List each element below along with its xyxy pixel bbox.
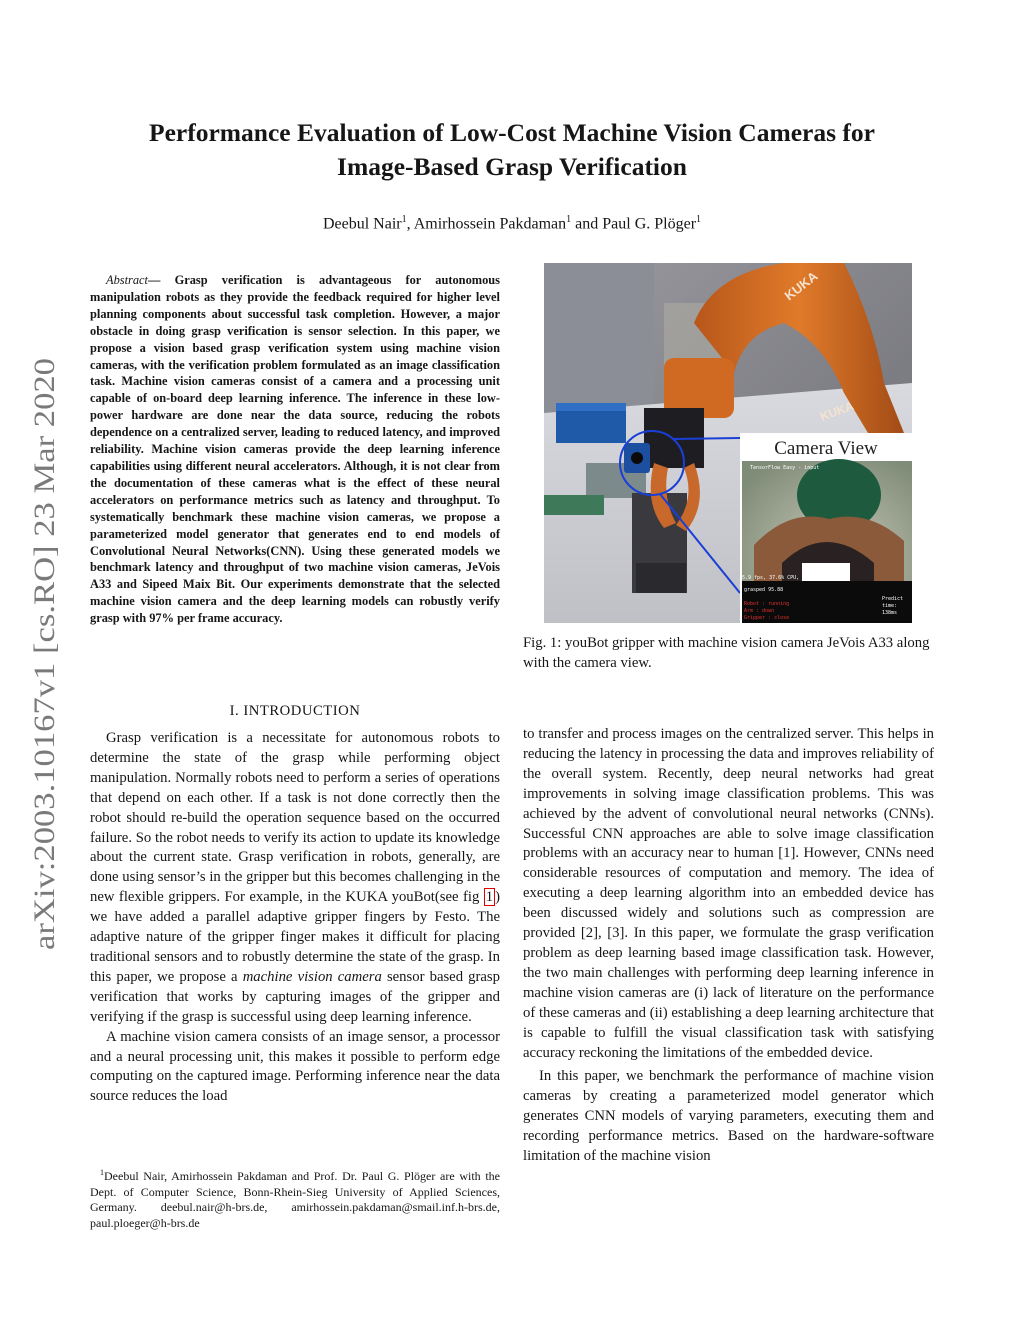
author-footnote xyxy=(90,1165,500,1231)
background-cabinet xyxy=(544,263,654,413)
overlay-status-robot: Robot : running xyxy=(744,601,790,607)
footnote-mark: 1 xyxy=(100,1168,104,1177)
intro-p1-text-c: sensor based grasp verification that works by capturing images of the gripper and verifying if the grasp is successful using deep learning inference. xyxy=(90,968,500,1025)
title-line-1: Performance Evaluation of Low-Cost Machine Vision Cameras for xyxy=(149,118,875,147)
intro-right-column xyxy=(523,725,934,1167)
figure-reference-link[interactable]: 1 xyxy=(485,889,494,906)
arxiv-side-stamp xyxy=(12,350,68,960)
affiliation-mark: 1 xyxy=(401,214,407,225)
intro-left-column xyxy=(90,729,500,1107)
figure-1-photo xyxy=(544,263,912,623)
affiliation-mark: 1 xyxy=(696,214,702,225)
author-separator: , xyxy=(406,215,414,233)
right-paragraph-2: In this paper, we benchmark the performance of machine vision cameras by creating a parameterized model generator which generates CNN models of varying parameters, executing them and recording performance metrics. Based on the hardware-software limitation of the machine vision xyxy=(523,1068,934,1165)
title-line-2: Image-Based Grasp Verification xyxy=(337,152,687,181)
intro-paragraph-2: A machine vision camera consists of an image sensor, a processor and a neural processing unit, this makes it possible to perform edge computing on the captured image. Performing inference near the data source reduces the load xyxy=(90,1028,500,1105)
footnote-text: Deebul Nair, Amirhossein Pakdaman and Prof. Dr. Paul G. Plöger are with the Dept. of Computer Science, Bonn-Rhein-Sieg University of Applied Sciences, Germany. deebul.nair@h-brs.de, amirhossein.pakdaman@smail.inf.h-brs.de, paul.ploeger@h-brs.de xyxy=(90,1169,500,1230)
section-heading-introduction: I. INTRODUCTION xyxy=(229,703,361,719)
overlay-predict: Predict xyxy=(882,596,904,602)
intro-p1-text-a: Grasp verification is a necessitate for autonomous robots to determine the state of the grasp while performing object manipulation. Normally robots need to perform a series of operations that depend on each other. If a task is not done correctly then the robot should re-build the operation sequence based on the occurred failure. So the robot needs to verify its action to update its knowledge about the current state. Grasp verification in robots, generally, are done using sensor’s in the gripper but this becomes challenging in the new flexible grippers. For example, in the KUKA youBot(see fig xyxy=(90,730,500,906)
author-name: Deebul Nair xyxy=(322,215,402,233)
abstract-label: Abstract xyxy=(106,273,148,287)
author-name: Amirhossein Pakdaman xyxy=(413,215,567,233)
overlay-ms: 138ms xyxy=(882,610,898,616)
abstract-dash: — xyxy=(148,273,175,287)
arxiv-identifier: arXiv:2003.10167v1 [cs.RO] 23 Mar 2020 xyxy=(28,436,61,950)
overlay-status-gripper: Gripper : close xyxy=(744,615,790,621)
kuka-label-top: KUKA xyxy=(781,268,821,304)
paper-title xyxy=(90,116,934,184)
author-name: Paul G. Plöger xyxy=(602,215,697,233)
right-paragraph-1: to transfer and process images on the centralized server. This helps in reducing the latency in processing the data and improves reliability of the overall system. Recently, deep neural networks had great improvements in solving image classification problems. This was achieved by the advent of convolutional neural networks (CNNs). Successful CNN approaches are able to solve image classification problems with an accuracy near to human [1]. However, CNNs need considerable resources of computation and memory. The idea of executing a deep learning algorithm into an embedded device has been discussed widely and solutions such as compression are provided [2], [3]. In this paper, we formulate the grasp verification problem as deep learning based image classification task. However, the two main challenges with performing deep learning inference in machine vision cameras are (i) lack of literature on the performance of these cameras and (ii) establishing a deep learning architecture that is capable to fulfill the visual classification task with satisfying accuracy reckoning the limitations of the embedded device. xyxy=(523,726,934,1061)
green-block xyxy=(544,495,604,515)
intro-p1-text-b: ) we have added a parallel adaptive gripper fingers by Festo. The adaptive nature of the gripper finger makes it difficult for placing traditional sensors and to robustly determine the state of the grasp. In this paper, we propose a xyxy=(90,889,500,985)
overlay-status-arm: Arm : down xyxy=(744,608,775,614)
author-list xyxy=(90,210,934,234)
overlay-time: time: xyxy=(882,603,898,609)
kuka-label-bottom: KUKA xyxy=(818,398,856,424)
overlay-fps: 5.9 fps, 37.6% CPU, xyxy=(742,575,800,581)
overlay-grasped: grasped 95.88 xyxy=(744,587,784,593)
author-separator: and xyxy=(571,215,603,233)
intro-p1-emphasis: machine vision camera xyxy=(242,968,382,985)
intro-paragraph-1 xyxy=(90,729,500,1028)
camera-view-label: Camera View xyxy=(774,438,878,459)
camera-view-inset xyxy=(740,433,912,623)
affiliation-mark: 1 xyxy=(566,214,572,225)
abstract xyxy=(90,272,500,627)
figure-1-caption: Fig. 1: youBot gripper with machine vision camera JeVois A33 along with the camera view. xyxy=(523,635,930,671)
abstract-text: Grasp verification is advantageous for autonomous manipulation robots as they provide the feedback required for higher level planning components about successful task completion. However, a major obstacle in doing grasp verification is sensor selection. In this paper, we propose a vision based grasp verification system using machine vision cameras, with the verification problem formulated as an image classification task. Machine vision cameras consist of a camera and a processing unit capable of on-board deep learning inference. The inference in these low-power hardware are done near the data source, reducing the robots dependence on a centralized server, leading to reduced latency, and improved reliability. Machine vision cameras provide the deep learning inference capabilities using different neural accelerators. Although, it is not clear from the documentation of these cameras what is the effect of these neural accelerators on performance metrics such as latency and throughput. To systematically benchmark these machine vision cameras, we propose a parameterized model generator that generates end to end models of Convolutional Neural Networks(CNN). Using these generated models we benchmark latency and throughput of two machine vision cameras, JeVois A33 and Sipeed Maix Bit. Our experiments demonstrate that the selected machine vision camera and the deep learning models can robustly verify grasp with 97% per frame accuracy. xyxy=(90,273,500,626)
overlay-input-label: TensorFlow Easy - input xyxy=(750,465,820,471)
